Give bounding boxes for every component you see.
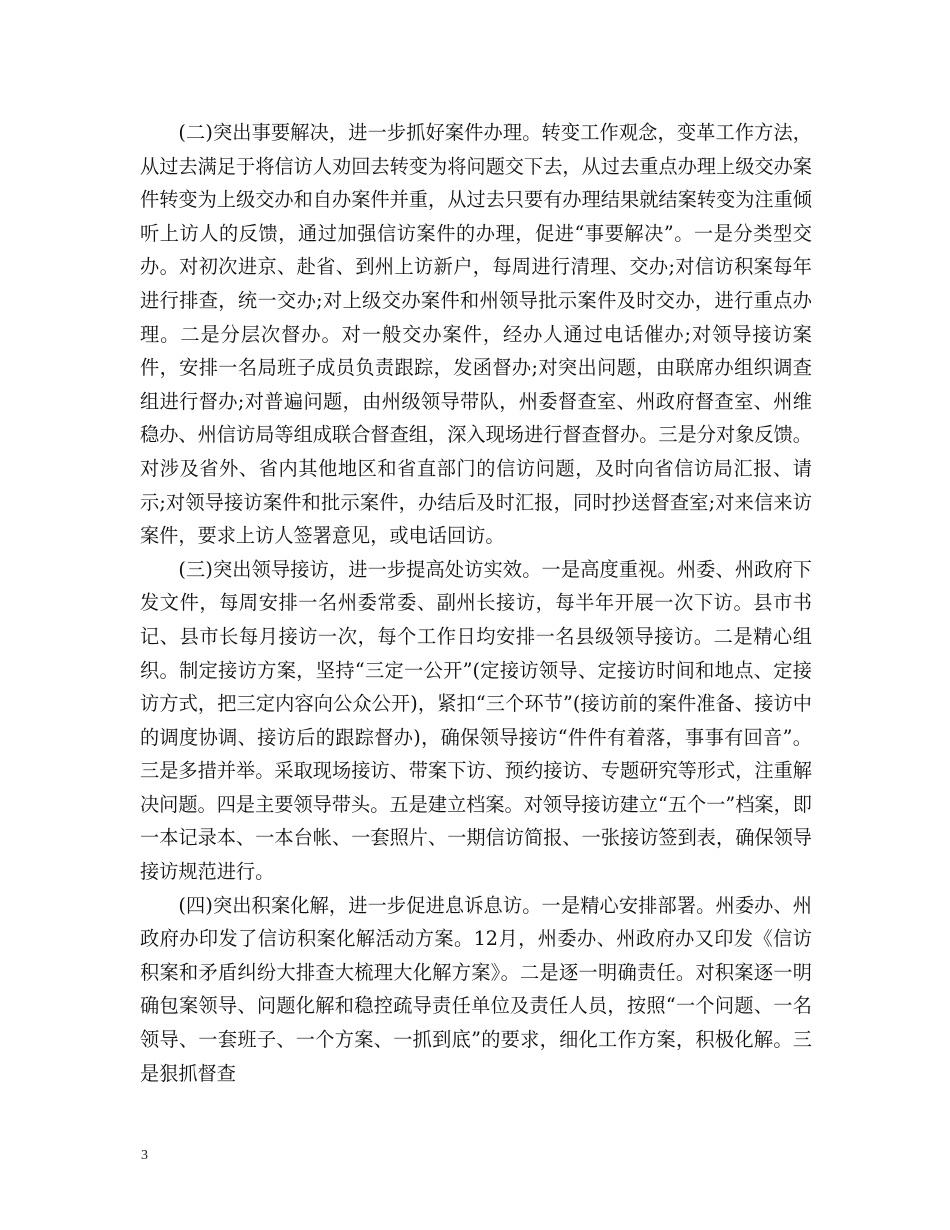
page-number: 3 bbox=[141, 1148, 148, 1163]
body-text bbox=[140, 116, 812, 1090]
paragraph-section-3: (三)突出领导接访，进一步提高处访实效。一是高度重视。州委、州政府下发文件，每周安排一名州委常委、副州长接访，每半年开展一次下访。县市书记、县市长每月接访一次，每个工作日均安排一名县级领导接访。二是精心组织。制定接访方案，坚持“三定一公开”(定接访领导、定接访时间和地点、定接访方式，把三定内容向公众公开)，紧扣“三个环节”(接访前的案件准备、接访中的调度协调、接访后的跟踪督办)，确保领导接访“件件有着落，事事有回音”。三是多措并举。采取现场接访、带案下访、预约接访、专题研究等形式，注重解决问题。四是主要领导带头。五是建立档案。对领导接访建立“五个一”档案，即一本记录本、一本台帐、一套照片、一期信访简报、一张接访签到表，确保领导接访规范进行。 bbox=[140, 557, 812, 884]
paragraph-section-4: (四)突出积案化解，进一步促进息诉息访。一是精心安排部署。州委办、州政府办印发了信访积案化解活动方案。12月，州委办、州政府办又印发《信访积案和矛盾纠纷大排查大梳理大化解方案》。二是逐一明确责任。对积案逐一明确包案领导、问题化解和稳控疏导责任单位及责任人员，按照“一个问题、一名领导、一套班子、一个方案、一抓到底”的要求，细化工作方案，积极化解。三是狠抓督查 bbox=[140, 893, 812, 1085]
paragraph-section-2: (二)突出事要解决，进一步抓好案件办理。转变工作观念，变革工作方法，从过去满足于将信访人劝回去转变为将问题交下去，从过去重点办理上级交办案件转变为上级交办和自办案件并重，从过去只要有办理结果就结案转变为注重倾听上访人的反馈，通过加强信访案件的办理，促进“事要解决”。一是分类型交办。对初次进京、赴省、到州上访新户，每周进行清理、交办;对信访积案每年进行排查，统一交办;对上级交办案件和州领导批示案件及时交办，进行重点办理。二是分层次督办。对一般交办案件，经办人通过电话催办;对领导接访案件，安排一名局班子成员负责跟踪，发函督办;对突出问题，由联席办组织调查组进行督办;对普遍问题，由州级领导带队，州委督查室、州政府督查室、州维稳办、州信访局等组成联合督查组，深入现场进行督查督办。三是分对象反馈。对涉及省外、省内其他地区和省直部门的信访问题，及时向省信访局汇报、请示;对领导接访案件和批示案件，办结后及时汇报，同时抄送督查室;对来信来访案件，要求上访人签署意见，或电话回访。 bbox=[140, 121, 812, 548]
